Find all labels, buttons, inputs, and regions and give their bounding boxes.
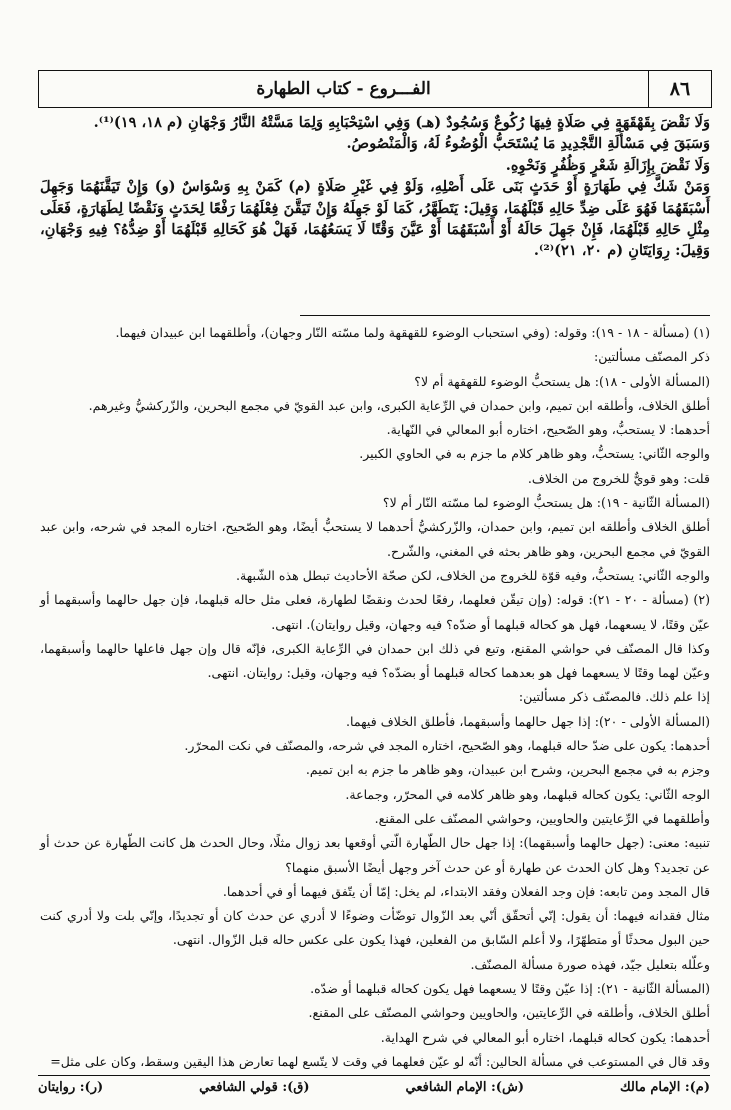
note-line: والوجه الثّاني: يستحبُّ، وفيه قوّة للخروج من الخلاف، لكن صحّة الأحاديث تبطل هذه الشّبهة. — [235, 567, 710, 583]
note-line: قال المجد ومن تابعه: فإن وجد الفعلان وفقد الابتداء، لم يخل: إمّا أن يتّفق فيهما أو في أحدهما. — [222, 883, 710, 899]
page-footer — [38, 1075, 710, 1095]
note-line: الوجه الثّاني: يكون كحاله قبلهما، وهو ظاهر كلامه في المحرّر، وجماعة. — [345, 786, 710, 802]
footer-legend-item: (ق): قولي الشافعي — [199, 1080, 310, 1095]
note-line: وكذا قال المصنّف في حواشي المقنع، وتبع في ذلك ابن حمدان في الرِّعاية الكبرى، فإنّه قال وإن جهل فاعلها حالهما وأسبقهما، وعيّن لهما وقتًا لا يسعهما فهل هو بعدهما كحاله قبلهما أو بضدّه؟ فيه وجهان، وقيل: روايتان. انتهى. — [40, 640, 710, 681]
footnote-separator — [300, 315, 710, 316]
note-line: (المسألة الثّانية - ١٩): هل يستحبُّ الوضوء لما مسّته النّار أم لا؟ — [382, 495, 710, 511]
note-line: أطلق الخلاف وأطلقه ابن تميم، وابن حمدان، والزّركشيُّ أحدهما لا يستحبُّ أيضًا، وهو الصّحيح، اختاره المجد في شرحه، وابن عبد القويّ في مجمع البحرين، وهو ظاهر بحثه في المغني، والشّرح. — [40, 519, 710, 559]
note-line: (المسألة الأولى - ٢٠): إذا جهل حالهما وأسبقهما، فأطلق الخلاف فيهما. — [345, 713, 710, 729]
main-text — [40, 112, 710, 262]
page-header — [38, 70, 712, 108]
note-line: وقد قال في المستوعب في مسألة الحالين: أنّه لو عيّن فعلهما في وقت لا يتّسع لهما تعارض هذا اليقين وسقط، وكان على مثل= — [50, 1053, 710, 1069]
note-line: أحدهما: يكون كحاله قبلهما، اختاره أبو المعالي في شرح الهداية. — [380, 1029, 710, 1045]
note-line: (المسألة الأولى - ١٨): هل يستحبُّ الوضوء للقهقهة أم لا؟ — [414, 373, 710, 389]
note-line: مثال فقدانه فيهما: أن يقول: إنّي أتحقّق أنّي بعد الزّوال توضّأت وضوءًا لا أدري عن حدث كان أو تجديدًا، وإنّي بلت ولا أدري كنت حين البول محدثًا أو متطهّرًا، ولا أعلم السّابق من الفعلين، فهذا يكون على عكس حاله قبل الزّوال. انتهى. — [40, 908, 710, 948]
main-paragraph: وَلَا نَقْضَ بِإِزَالَةِ شَعْرٍ وَظُفُرٍ وَنَحْوِهِ. — [505, 156, 710, 174]
note-line: إذا علم ذلك. فالمصنّف ذكر مسألتين: — [518, 689, 710, 705]
note-line: تنبيه: معنى: (جهل حالهما وأسبقهما): إذا جهل حال الطّهارة الّتي أوقعها بعد زوال مثلًا، وحال الحدث هل كانت الطّهارة عن حدث أو عن تجديد؟ وهل كان الحدث عن طهارة أو عن حدث آخر وجهل أيضًا الأسبق منهما؟ — [40, 835, 710, 875]
footer-legend-item: (ر): روايتان — [38, 1080, 104, 1095]
page-title: الفـــروع - كتاب الطهارة — [256, 79, 431, 99]
note-line: وجزم به في مجمع البحرين، وشرح ابن عبيدان، وهو ظاهر ما جزم به ابن تميم. — [305, 762, 710, 778]
note-line: والوجه الثّاني: يستحبُّ، وهو ظاهر كلام ما جزم به في الحاوي الكبير. — [359, 446, 710, 462]
note-line: (المسألة الثّانية - ٢١): إذا عيّن وقتًا لا يسعهما فهل يكون كحاله قبلهما أو ضدّه. — [310, 981, 710, 997]
note-line: ذكر المصنّف مسألتين: — [593, 349, 710, 365]
footer-legend-item: (م): الإمام مالك — [619, 1080, 710, 1095]
main-paragraph: وَلَا نَقْضَ بِقَهْقَهَةٍ فِي صَلَاةٍ فِيهَا رُكُوعٌ وَسُجُودٌ (هـ) وَفِي اسْتِحْبَابِهِ وَلِمَا مَسَّتْهُ النَّارُ وَجْهَانِ (م ١٨، ١٩)⁽¹⁾. — [93, 114, 710, 131]
footer-legend-item: (ش): الإمام الشافعي — [405, 1080, 524, 1095]
main-paragraph: وَسَبَقَ فِي مَسْأَلَةِ التَّجْدِيدِ مَا يُسْتَحَبُّ الْوُضُوءُ لَهُ، وَالْمَنْصُوصُ. — [346, 135, 710, 153]
main-paragraph: وَمَنْ شَكَّ فِي طَهَارَةٍ أَوْ حَدَثٍ بَنَى عَلَى أَصْلِهِ، وَلَوْ فِي غَيْرِ صَلَاةٍ (م) كَمَنْ بِهِ وَسْوَاسٌ (و) وَإِنْ تَيَقَّنَهُمَا وَجَهِلَ أَسْبَقَهُمَا فَهُوَ عَلَى ضِدِّ حَالِهِ قَبْلَهُمَا، وَقِيلَ: يَتَطَهَّرُ، كَمَا لَوْ جَهِلَهُ وَإِنْ تَيَقَّنَ فِعْلَهُمَا رَفْعًا لِحَدَثٍ وَنَقْضًا لِطَهَارَةٍ، فَعَلَى مِثْلِ حَالِهِ قَبْلَهُمَا، فَإِنْ جَهِلَ حَالَهُ أَوْ أَسْبَقَهُمَا أَوْ عَيَّنَ وَقْتًا لَا يَسَعُهُمَا، فَهَلْ هُوَ كَحَالِهِ قَبْلَهُمَا أَوْ ضِدُّهُ؟ فِيهِ وَجْهَانِ، وَقِيلَ: رِوَايَتَانِ (م ٢٠، ٢١)⁽²⁾. — [40, 178, 710, 260]
note-line: أطلق الخلاف، وأطلقه في الرِّعايتين، والحاويين وحواشي المصنّف على المقنع. — [308, 1005, 710, 1021]
note-line: (٢) (مسألة - ٢٠ - ٢١): قوله: (وإن تيقّن فعلهما، رفعًا لحدث ونقضًا لطهارة، فعلى مثل حاله قبلهما، فإن جهل حالهما وأسبقهما أو عيّن وقتًا، لا يسعهما، فهل هو كحاله قبلهما أو ضدّه؟ فيه وجهان، وقيل روايتان). انتهى. — [40, 592, 710, 632]
note-line: أطلق الخلاف، وأطلقه ابن تميم، وابن حمدان في الرِّعاية الكبرى، وابن عبد القويّ في مجمع البحرين، والزّركشيُّ وغيرهم. — [88, 397, 710, 413]
note-line: وأطلقهما في الرِّعايتين والحاويين، وحواشي المصنّف على المقنع. — [374, 810, 710, 826]
footnotes — [40, 321, 710, 1074]
note-line: قلت: وهو قويٌّ للخروج من الخلاف. — [527, 470, 710, 486]
note-line: أحدهما: لا يستحبُّ، وهو الصّحيح، اختاره أبو المعالي في النّهاية. — [386, 422, 710, 438]
page-number: ٨٦ — [648, 71, 711, 107]
note-line: وعلّله بتعليل جيّد، فهذه صورة مسألة المصنّف. — [470, 956, 710, 972]
note-line: (١) (مسألة - ١٨ - ١٩): وقوله: (وفي استحباب الوضوء للقهقهة ولما مسّته النّار وجهان)، وأطلقهما ابن عبيدان فيهما. — [115, 325, 710, 340]
note-line: أحدهما: يكون على ضدّ حاله قبلهما، وهو الصّحيح، اختاره المجد في شرحه، والمصنّف في نكت المحرّر. — [184, 738, 710, 754]
